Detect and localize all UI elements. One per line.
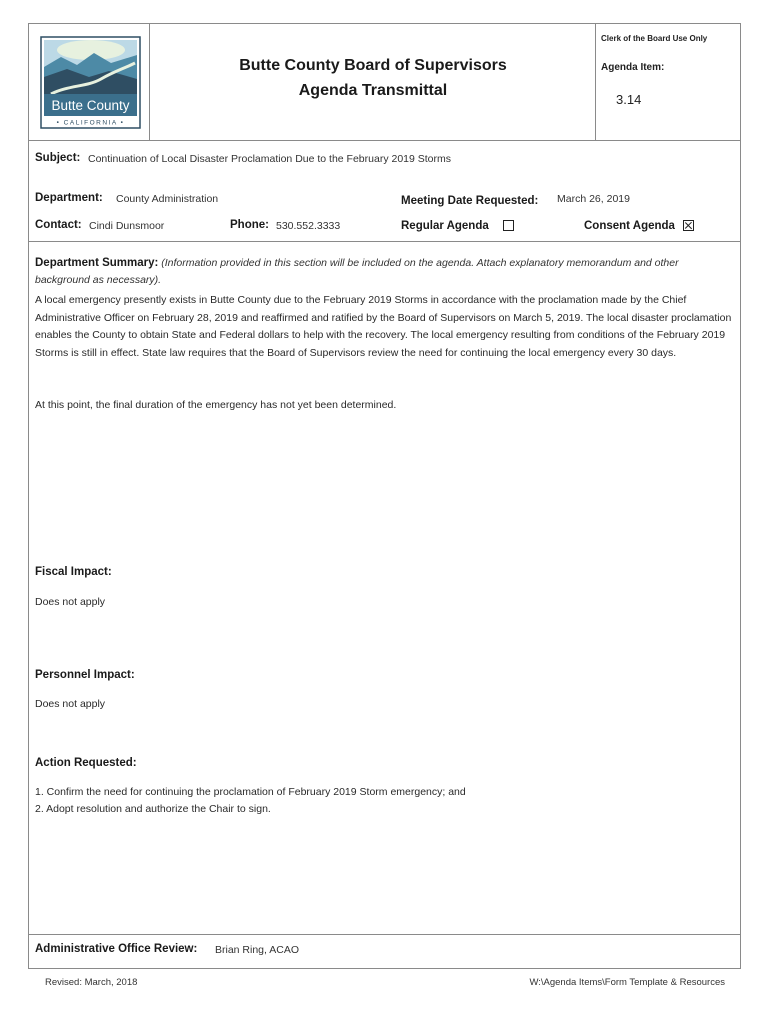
department-summary-note: (Information provided in this section will be included on the agenda. Attach explanatory memorandum and other background as necessary). [35, 257, 679, 286]
department-summary-label: Department Summary: [35, 257, 159, 269]
agenda-item-value: 3.14 [616, 92, 642, 107]
phone-label: Phone: [230, 219, 269, 231]
form-subtitle: Agenda Transmittal [298, 82, 448, 99]
header-bottom-rule [29, 140, 740, 141]
consent-agenda-checkbox[interactable] [683, 220, 694, 231]
logo-wordmark: Butte County [51, 98, 130, 113]
agenda-item-label: Agenda Item: [601, 62, 665, 73]
summary-paragraph-1: A local emergency presently exists in Butte County due to the February 2019 Storms in accordance with the proclamation made by the Chief Administrative Officer on February 28, 2019 and reaffirmed and ratified by the Board of Supervisors on March 5, 2019. The local disaster proclamation enables the County to obtain State and Federal dollars to help with the recovery. The local emergency resulting from conditions of the February 2019 Storms is still in effect. State law requires that the Board of Supervisors review the need for continuing the local emergency every 30 days. [35, 294, 732, 359]
consent-agenda-label: Consent Agenda [584, 220, 675, 232]
butte-county-logo [39, 35, 142, 130]
form-title: Butte County Board of Supervisors [239, 57, 507, 74]
regular-agenda-checkbox[interactable] [503, 220, 514, 231]
transmittal-form [28, 23, 741, 969]
header-divider-left [149, 24, 150, 140]
fiscal-impact-value: Does not apply [35, 596, 106, 608]
info-bottom-rule [29, 241, 740, 242]
header-divider-right [595, 24, 596, 140]
department-value: County Administration [116, 193, 219, 205]
personnel-impact-value: Does not apply [35, 698, 106, 710]
action-requested-label: Action Requested: [35, 757, 137, 769]
personnel-impact-label: Personnel Impact: [35, 669, 135, 681]
logo-subtext: • CALIFORNIA • [56, 119, 125, 127]
meeting-date-label: Meeting Date Requested: [401, 195, 539, 207]
department-label: Department: [35, 192, 103, 204]
subject-label: Subject: [35, 152, 81, 164]
clerk-use-note: Clerk of the Board Use Only [601, 34, 708, 43]
admin-review-value: Brian Ring, ACAO [215, 944, 300, 956]
review-top-rule [29, 934, 740, 935]
contact-label: Contact: [35, 219, 82, 231]
contact-value: Cindi Dunsmoor [89, 220, 165, 232]
subject-value: Continuation of Local Disaster Proclamation Due to the February 2019 Storms [88, 153, 452, 165]
action-item-1: 1. Confirm the need for continuing the proclamation of February 2019 Storm emergency; and [35, 786, 466, 798]
phone-value: 530.552.3333 [276, 220, 341, 232]
regular-agenda-label: Regular Agenda [401, 220, 489, 232]
footer-revised: Revised: March, 2018 [45, 977, 138, 988]
footer-path: W:\Agenda Items\Form Template & Resources [529, 977, 725, 988]
fiscal-impact-label: Fiscal Impact: [35, 566, 112, 578]
summary-paragraph-2: At this point, the final duration of the emergency has not yet been determined. [35, 399, 397, 411]
department-summary-heading [35, 255, 735, 289]
meeting-date-value: March 26, 2019 [557, 193, 630, 205]
admin-review-label: Administrative Office Review: [35, 943, 198, 955]
action-item-2: 2. Adopt resolution and authorize the Chair to sign. [35, 803, 271, 815]
